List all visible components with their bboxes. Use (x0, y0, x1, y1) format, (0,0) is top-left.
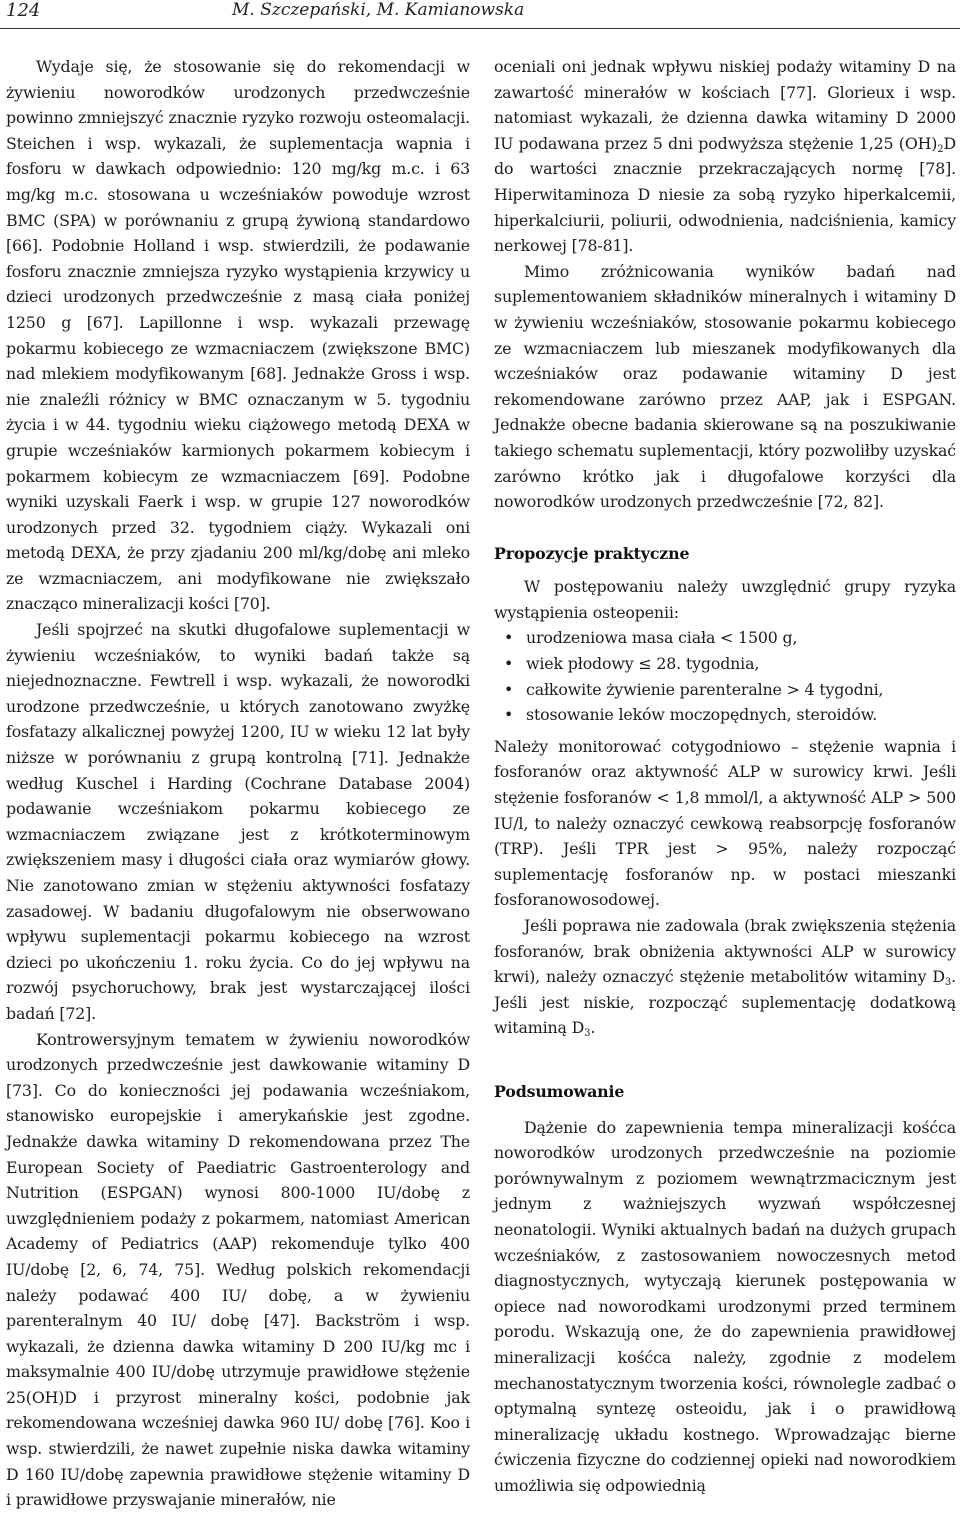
paragraph-continuation-text-b: D do wartości znacznie przekraczających normę [78]. Hiperwitaminoza D niesie za sobą ryzyko hiperkalcemii, hiperkalciurii, poliurii, odwodnienia, nadciśnienia, kamicy nerkowej [78-81]. (494, 133, 956, 256)
header-rule (0, 28, 960, 29)
paragraph-continuation-text-a: oceniali oni jednak wpływu niskiej podaży witaminy D na zawartość minerałów w kościach [77]. Glorieux i wsp. natomiast wykazali, że dzienna dawka witaminy D 2000 IU podawana przez 5 dni podwyższa stężenie 1,25 (OH) (494, 57, 956, 153)
subscript: 3 (584, 1028, 591, 1040)
subscript: 2 (937, 143, 944, 155)
paragraph-long-term-effects: Jeśli spojrzeć na skutki długofalowe suplementacji w żywieniu wcześniaków, to wyniki badań także są niejednoznaczne. Fewtrell i wsp. wykazali, że noworodki urodzone przedwcześnie, u których zanotowano zwyżkę fosfatazy alkalicznej powyżej 1200, IU w wieku 12 lat były niższe w porównaniu z grupą kontrolną [71]. Jednakże według Kuschel i Harding (Cochrane Database 2004) podawanie wcześniakom pokarmu kobiecego ze wzmacniaczem związane jest z krótkoterminowym zwiększeniem masy i długości ciała oraz wymiarów głowy. Nie zanotowano zmian w stężeniu aktywności fosfatazy zasadowej. W badaniu długofalowym nie obserwowano wpływu suplementacji pokarmu kobiecego na wzrost dzieci po ukończeniu 1. roku życia. Co do jej wpływu na rozwój psychoruchowy, brak jest wystarczającej ilości badań [72]. (6, 620, 470, 1023)
paragraph-risk-intro: W postępowaniu należy uwzględnić grupy ryzyka wystąpienia osteopenii: (494, 577, 956, 622)
section-heading-summary: Podsumowanie (494, 1081, 625, 1101)
paragraph-vitamin-d-dosing: Kontrowersyjnym tematem w żywieniu noworodków urodzonych przedwcześnie jest dawkowanie witaminy D [73]. Co do konieczności jej podawania wcześniakom, stanowisko europejskie i amerykańskie jest zgodne. Jednakże dawka witaminy D rekomendowana przez The European Society of Paediatric Gastroenterology and Nutrition (ESPGAN) wynosi 800-1000 IU/dobę z uwzględnieniem podaży z pokarmem, natomiast American Academy of Pediatrics (AAP) rekomenduje tylko 400 IU/dobę [2, 6, 74, 75]. Według polskich rekomendacji należy podawać 400 IU/ dobę, a w żywieniu parenteralnym 40 IU/ dobę [47]. Backström i wsp. wykazali, że dzienna dawka witaminy D 200 IU/kg mc i maksymalnie 400 IU/dobę utrzymuje prawidłowe stężenie 25(OH)D i przyrost mineralny kości, podobnie jak rekomendowana wcześniej dawka 960 IU/ dobę [76]. Koo i wsp. stwierdzili, że nawet zupełnie niska dawka witaminy D 160 IU/dobę zapewnia prawidłowe stężenie witaminy D i prawidłowe przyswajanie minerałów, nie (6, 1029, 470, 1510)
risk-factor-list (494, 625, 956, 727)
paragraph-vitamin-d-supplement (494, 913, 956, 1041)
list-item: • stosowanie leków moczopędnych, steroidów. (494, 702, 956, 728)
list-item: • wiek płodowy ≤ 28. tygodnia, (494, 651, 956, 677)
left-column (6, 54, 470, 1513)
paragraph-vitamin-text-b: . Jeśli jest niskie, rozpocząć suplementację dodatkową witaminą D (494, 967, 956, 1038)
paragraph-recommendations: Mimo zróżnicowania wyników badań nad suplementowaniem składników mineralnych i witaminy D w żywieniu wcześniaków, stosowanie pokarmu kobiecego ze wzmacniaczem lub mieszanek modyfikowanych dla wcześniaków oraz podawanie witaminy D jest rekomendowane zarówno przez AAP, jak i ESPGAN. Jednakże obecne badania skierowane są na poszukiwanie takiego schematu suplementacji, który pozwoliłby uzyskać zarówno krótko jak i długofalowe korzyści dla noworodków urodzonych przedwcześnie [72, 82]. (494, 261, 956, 512)
section-heading-practical: Propozycje praktyczne (494, 543, 690, 563)
list-item: • całkowite żywienie parenteralne > 4 tygodni, (494, 677, 956, 703)
page-header (0, 0, 960, 36)
paragraph-vitamin-text-c: . (590, 1018, 596, 1038)
paragraph-monitoring: Należy monitorować cotygodniowo – stężenie wapnia i fosforanów oraz aktywność ALP w surowicy krwi. Jeśli stężenie fosforanów < 1,8 mmol/l, a aktywność ALP > 500 IU/l, to należy oznaczyć cewkową reabsorpcję fosforanów (TRP). Jeśli TPR jest > 95%, należy rozpocząć suplementację fosforanów np. w postaci mieszanki fosforanowosodowej. (494, 736, 956, 910)
paragraph-vitamin-text-a: Jeśli poprawa nie zadowala (brak zwiększenia stężenia fosforanów, brak obniżenia aktywności ALP w surowicy krwi), należy oznaczyć stężenie metabolitów witaminy D (494, 916, 956, 987)
subscript: 3 (944, 977, 952, 989)
page-number: 124 (6, 0, 41, 21)
paragraph-summary: Dążenie do zapewnienia tempa mineralizacji kośćca noworodków urodzonych przedwcześnie na poziomie porównywalnym z poziomem wewnątrzmacicznym jest jednym z ważniejszych wyzwań współczesnej neonatologii. Wyniki aktualnych badań na dużych grupach wcześniaków, z zastosowaniem nowoczesnych metod diagnostycznych, wytyczają kierunek postępowania w opiece nad noworodkami urodzonymi przed terminem porodu. Wskazują one, że do zapewnienia prawidłowej mineralizacji kośćca należy, zgodnie z modelem mechanostatycznym tworzenia kości, równolegle zadbać o optymalną syntezę osteoidu, jak i o prawidłową mineralizację układu kostnego. Wprowadzając bierne ćwiczenia fizyczne do codziennej opieki nad noworodkiem umożliwia się odpowiednią (494, 1117, 956, 1495)
right-column (494, 54, 956, 1498)
paragraph-continuation (494, 54, 956, 259)
list-item: • urodzeniowa masa ciała < 1500 g, (494, 625, 956, 651)
running-head: M. Szczepański, M. Kamianowska (232, 0, 525, 20)
paragraph-bone-supplementation: Wydaje się, że stosowanie się do rekomendacji w żywieniu noworodków urodzonych przedwcześnie powinno zmniejszyć znacznie ryzyko rozwoju osteomalacji. Steichen i wsp. wykazali, że suplementacja wapnia i fosforu w dawkach odpowiednio: 120 mg/kg m.c. i 63 mg/kg m.c. stosowana u wcześniaków powoduje wzrost BMC (SPA) w porównaniu z grupą żywioną standardowo [66]. Podobnie Holland i wsp. stwierdzili, że podawanie fosforu znacznie zmniejsza ryzyko wystąpienia krzywicy u dzieci urodzonych przedwcześnie z masą ciała poniżej 1250 g [67]. Lapillonne i wsp. wykazali przewagę pokarmu kobiecego ze wzmacniaczem (zwiększone BMC) nad mlekiem modyfikowanym [68]. Jednakże Gross i wsp. nie znaleźli różnicy w BMC oznaczanym w 5. tygodniu życia i w 44. tygodniu wieku ciążowego metodą DEXA w grupie wcześniaków karmionych pokarmem kobiecym i pokarmem kobiecym ze wzmacniaczem [69]. Podobne wyniki uzyskali Faerk i wsp. w grupie 127 noworodków urodzonych przed 32. tygodniem ciąży. Wykazali oni metodą DEXA, że przy zjadaniu 200 ml/kg/dobę ani mleko ze wzmacniaczem, ani modyfikowane nie zwiększało znacząco mineralizacji kości [70]. (6, 57, 470, 614)
